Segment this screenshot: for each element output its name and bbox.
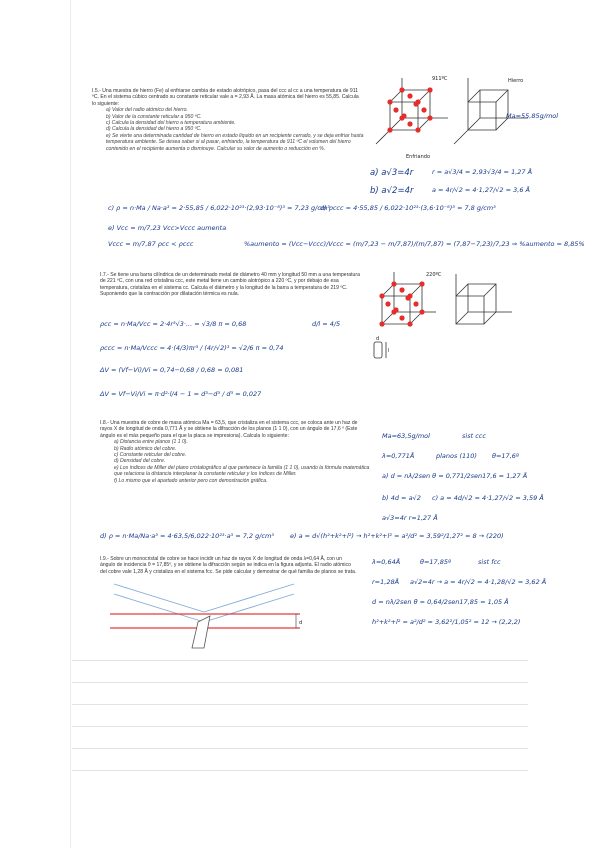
problem-17-length-label: l [388,348,390,354]
problem-17-temp-label: 220ºC [426,272,442,278]
ruled-line [72,682,528,683]
problem-18-item-e: e) Los índices de Miller del plano cristalográfico al que pertenece la familia (1 1 0), usando la fórmula matemática que relaciona la distancia interplanar la constante reticular y los índices de Miller. [114,464,370,478]
problem-15-answer-b-result: a = 4r/√2 = 4·1,27/√2 = 3,6 Å [432,186,530,194]
problem-18-planes: planos (110) [436,452,477,460]
problem-15-mass-note: Ma=55,85g/mol [506,112,559,120]
problem-17-ratio: d/l = 4/5 [312,320,341,328]
problem-18-item-a: a) Distancia entre planos (1 1 0). [114,439,188,446]
ruled-line [72,704,528,705]
problem-17-line-1: ρcc = n·Ma/Vcc = 2·4r³√3·... = √3/8 π = 0,68 [100,320,247,328]
problem-15-item-c: c) Calcula la densidad del hierro a temperatura ambiente. [106,120,236,127]
problem-18-item-b: b) Radio atómico del cobre. [114,445,177,452]
problem-15-intro: I.5.- Una muestra de hierro (Fe) al enfriarse cambia de estado alotrópico, pasa del ccc al cc a una temperatura de 911 ºC. En el sistema cúbico centrado su constante reticular vale a = 2,93 Å. La masa atómica del hierro es 55,85. Calcula lo siguiente: [92,88,359,107]
problem-18-theta: θ=17,6º [492,452,519,460]
problem-15-answer-d: d) ρccc = 4·55,85 / 6,022·10²³·(3,6·10⁻⁸)³ = 7,8 g/cm³ [320,204,496,212]
problem-18-given-mass: Ma=63,5g/mol [382,432,430,440]
margin-line [70,0,71,848]
problem-19-diffraction-figure [100,582,310,652]
problem-19-answer-hkl: h²+k²+l² = a²/d² = 3,62²/1,05² = 12 → (2,2,2) [372,618,521,626]
problem-18-answer-c: c) a = 4d/√2 = 4·1,27/√2 = 3,59 Å [432,494,544,502]
ruled-line [72,770,528,771]
problem-17-text [100,272,366,298]
problem-19-d-label: d [299,620,303,626]
problem-15-answer-e: e) Vcc = m/7,23 Vcc>Vccc aumenta [108,224,227,232]
ruled-line [72,726,528,727]
problem-18-answer-d: d) ρ = n·Ma/Na·a³ = 4·63,5/6,022·10²³·a³ = 7,2 g/cm³ [100,532,274,540]
problem-15-cooling-label: Enfriando [406,154,430,160]
problem-19-theta: θ=17,85º [420,558,452,566]
cylinder-bar [374,342,386,358]
problem-15-item-e: e) Se vierte una determinada cantidad de hierro en estado líquido en un recipiente cerrado, y se deja enfriar hasta temperatura ambiente. Se desea saber si al pasar, enfriando, la temperatura de 911 ºC el volumen del hierro contenido en el recipiente aumenta o disminuye. Calcular su valor de aumento o reducción en %. [106,132,364,152]
problem-15-answer-a: a) a√3=4r [370,168,414,178]
fcc-cube [376,78,448,144]
problem-18-intro: I.8.- Una muestra de cobre de masa atómica Ma = 63,5, que cristaliza en el sistema ccc, se coloca ante un haz de rayos X de longitud de onda 0,771 Å y se obtiene la difracción de los planos (1 1 0), con un ángulo de 17,6 º (Este ángulo es el más pequeño para el que la placa se impresiona). Calcula lo siguiente: [100,420,358,439]
problem-15-temp-label: 911ºC [432,76,448,82]
problem-19-system: sist fcc [478,558,501,566]
bcc-cube [454,78,528,144]
problem-15-title-label: Hierro [508,78,524,84]
problem-15-item-b: b) Valor de la constante reticular a 950 ºC. [106,113,202,120]
problem-17-line-3: ΔV = (Vf−Vi)/Vi = 0,74−0,68 / 0,68 = 0,081 [100,366,244,374]
problem-15-answer-e2: Vccc = m/7,87 ρcc < ρccc [108,240,194,248]
problem-17-line-2: ρccc = n·Ma/Vccc = 4·(4/3)πr³ / (4r/√2)³ = √2/6 π = 0,74 [100,344,284,352]
ruled-line [72,748,528,749]
problem-18-answer-r: a√3=4r r=1,27 Å [382,514,438,522]
problem-17-crystal-figure [366,266,516,362]
problem-18-lambda: λ=0,771Å [382,452,415,460]
problem-18-item-d: d) Densidad del cobre. [114,458,166,465]
problem-18-item-f: f) Lo mismo que el apartado anterior pero con demostración gráfica. [114,477,268,484]
problem-18-answer-b: b) 4d = a√2 [382,494,421,502]
problem-18-item-c: c) Constante reticular del cobre. [114,452,187,459]
problem-17-diameter-label: d [376,336,380,342]
sample-holder [192,616,210,648]
problem-19-lambda: λ=0,64Å [372,558,401,566]
problem-15-item-a: a) Valor del radio atómico del hierro. [106,107,188,114]
problem-18-answer-e: e) a = d√(h²+k²+l²) → h²+k²+l² = a²/d² = 3,59²/1,27² = 8 → (220) [290,532,504,540]
problem-17-intro: I.7.- Se tiene una barra cilíndrica de un determinado metal de diámetro 40 mm y longitud 50 mm a una temperatura de 221 ºC, con una red cristalina ccc, este metal tiene un cambio alotrópico a 220 ºC, y por debajo de esa temperatura, cristaliza en el sistema cc. Calcula el diámetro y la longitud de la barra a temperatura de 219 ºC. Suponiendo que la contracción por dilatación térmica es nula. [100,272,360,298]
problem-18-answer-a: a) d = nλ/2sen θ = 0,771/2sen17,6 = 1,27 Å [382,472,528,480]
problem-19-answer-d: d = nλ/2sen θ = 0,64/2sen17,85 = 1,05 Å [372,598,509,606]
problem-19-answer-a: a√2=4r → a = 4r/√2 = 4·1,28/√2 = 3,62 Å [410,578,547,586]
ruled-line [72,660,528,661]
problem-18-system: sist ccc [462,432,486,440]
problem-15-text [92,88,364,152]
problem-19-intro: I.9.- Sobre un monocristal de cobre se hace incidir un haz de rayos X de longitud de onda λ=0,64 Å, con un ángulo de incidencia θ = 17,85º, y se obtiene la difracción según se indica en la figura adjunta. El radio atómico del cobre vale 1,28 Å y cristaliza en el sistema fcc. Se pide calcular y demostrar de qué familia de planos se trata. [100,556,357,575]
problem-19-text [100,556,358,575]
bcc-cube-17 [456,274,512,324]
problem-15-item-d: d) Calcula la densidad del hierro a 950 ºC. [106,126,202,133]
problem-15-answer-percent: %aumento = (Vcc−Vccc)/Vccc = (m/7,23 − m/7,87)/(m/7,87) = (7,87−7,23)/7,23 ⇒ %aumento = 8,85% [244,240,585,248]
problem-15-answer-b: b) a√2=4r [370,186,414,196]
problem-19-radius: r=1,28Å [372,578,400,586]
problem-15-answer-a-result: r = a√3/4 = 2,93√3/4 = 1,27 Å [432,168,533,176]
problem-17-line-4: ΔV = Vf−Vi/Vi = π·d²·l/4 − 1 = d³−d³ / d³ = 0,027 [100,390,262,398]
incident-rays [114,584,294,622]
problem-15-answer-c: c) ρ = n·Ma / Na·a³ = 2·55,85 / 6,022·10²³·(2,93·10⁻⁸)³ = 7,23 g/cm³ [108,204,330,212]
problem-18-text [100,420,370,484]
